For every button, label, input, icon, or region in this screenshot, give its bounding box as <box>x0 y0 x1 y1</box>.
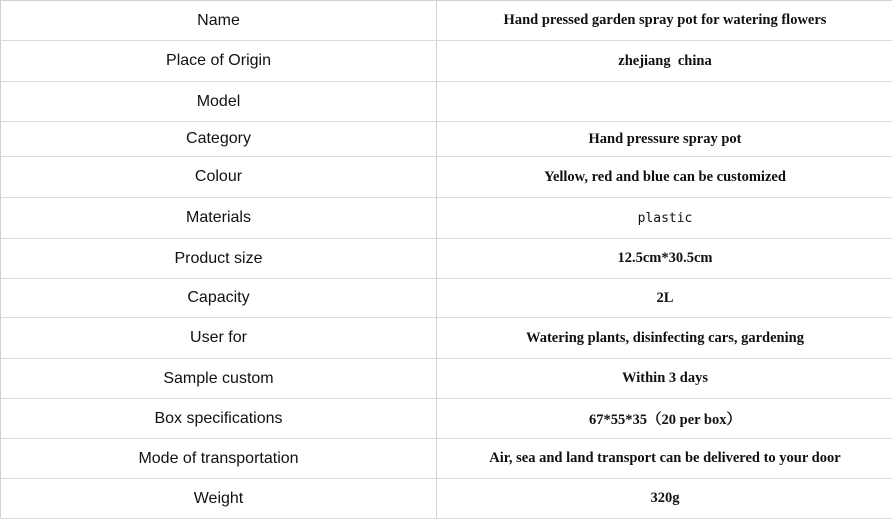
table-row <box>1 239 892 279</box>
spec-value-user-for: Watering plants, disinfecting cars, gardening <box>437 318 892 359</box>
table-row <box>1 157 892 198</box>
spec-value-mode-of-transportation: Air, sea and land transport can be delivered to your door <box>437 439 892 479</box>
table-row <box>1 318 892 359</box>
spec-value-category: Hand pressure spray pot <box>437 122 892 157</box>
spec-value-capacity: 2L <box>437 279 892 318</box>
table-row <box>1 41 892 82</box>
table-row <box>1 479 892 519</box>
spec-label-category: Category <box>1 122 437 157</box>
table-row <box>1 198 892 239</box>
spec-label-materials: Materials <box>1 198 437 239</box>
spec-label-capacity: Capacity <box>1 279 437 318</box>
spec-value-name: Hand pressed garden spray pot for watering flowers <box>437 1 892 41</box>
spec-label-name: Name <box>1 1 437 41</box>
spec-label-weight: Weight <box>1 479 437 519</box>
spec-value-place-of-origin: zhejiang china <box>437 41 892 82</box>
spec-label-place-of-origin: Place of Origin <box>1 41 437 82</box>
table-row <box>1 439 892 479</box>
table-row <box>1 82 892 122</box>
spec-label-model: Model <box>1 82 437 122</box>
spec-value-colour: Yellow, red and blue can be customized <box>437 157 892 198</box>
spec-value-materials: plastic <box>437 198 892 239</box>
spec-value-weight: 320g <box>437 479 892 519</box>
spec-value-product-size: 12.5cm*30.5cm <box>437 239 892 279</box>
spec-label-user-for: User for <box>1 318 437 359</box>
spec-label-sample-custom: Sample custom <box>1 359 437 399</box>
spec-value-sample-custom: Within 3 days <box>437 359 892 399</box>
table-row <box>1 122 892 157</box>
table-row <box>1 1 892 41</box>
table-row <box>1 359 892 399</box>
spec-value-box-specifications: 67*55*35（20 per box） <box>437 399 892 439</box>
table-row <box>1 279 892 318</box>
spec-label-colour: Colour <box>1 157 437 198</box>
spec-label-box-specifications: Box specifications <box>1 399 437 439</box>
spec-label-product-size: Product size <box>1 239 437 279</box>
spec-value-model <box>437 82 892 122</box>
spec-label-mode-of-transportation: Mode of transportation <box>1 439 437 479</box>
table-row <box>1 399 892 439</box>
